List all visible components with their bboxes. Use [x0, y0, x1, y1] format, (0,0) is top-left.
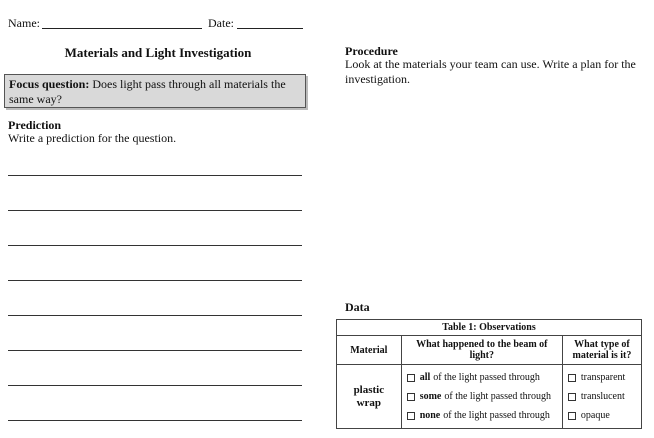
name-label: Name: [8, 16, 40, 30]
focus-question-label: Focus question: [9, 77, 90, 91]
material-cell: plastic wrap [337, 365, 402, 429]
beam-options-cell [401, 365, 562, 429]
type-option-opaque[interactable]: opaque [566, 406, 638, 425]
prediction-writing-line[interactable] [8, 210, 302, 211]
checkbox[interactable] [407, 393, 415, 401]
prediction-writing-line[interactable] [8, 385, 302, 386]
name-field[interactable] [42, 28, 202, 29]
checkbox[interactable] [568, 393, 576, 401]
beam-option-some[interactable]: some of the light passed through [405, 387, 559, 406]
column-header-type: What type of material is it? [562, 336, 641, 365]
table-row [337, 365, 642, 429]
procedure-heading: Procedure [345, 44, 398, 58]
focus-question-box [4, 74, 306, 108]
prediction-heading: Prediction [8, 118, 62, 132]
page-title: Materials and Light Investigation [64, 45, 252, 60]
prediction-writing-line[interactable] [8, 350, 302, 351]
focus-question-text: Does light pass through all materials the same way? [9, 77, 286, 106]
type-options-cell [562, 365, 641, 429]
type-option-translucent[interactable]: translucent [566, 387, 638, 406]
prediction-writing-line[interactable] [8, 245, 302, 246]
checkbox[interactable] [407, 412, 415, 420]
checkbox[interactable] [407, 374, 415, 382]
beam-option-all[interactable]: all of the light passed through [405, 368, 559, 387]
observations-table [336, 319, 642, 429]
beam-option-none[interactable]: none of the light passed through [405, 406, 559, 425]
prediction-writing-line[interactable] [8, 280, 302, 281]
column-header-material: Material [337, 336, 402, 365]
checkbox[interactable] [568, 374, 576, 382]
prediction-writing-line[interactable] [8, 175, 302, 176]
prediction-writing-line[interactable] [8, 420, 302, 421]
prediction-instruction: Write a prediction for the question. [8, 131, 177, 145]
column-header-beam: What happened to the beam of light? [401, 336, 562, 365]
data-heading: Data [345, 300, 370, 314]
procedure-instruction: Look at the materials your team can use. Write a plan for the investigation. [345, 57, 636, 86]
type-option-transparent[interactable]: transparent [566, 368, 638, 387]
date-field[interactable] [237, 28, 303, 29]
table-caption: Table 1: Observations [337, 320, 642, 336]
checkbox[interactable] [568, 412, 576, 420]
date-label: Date: [208, 16, 234, 30]
prediction-writing-line[interactable] [8, 315, 302, 316]
